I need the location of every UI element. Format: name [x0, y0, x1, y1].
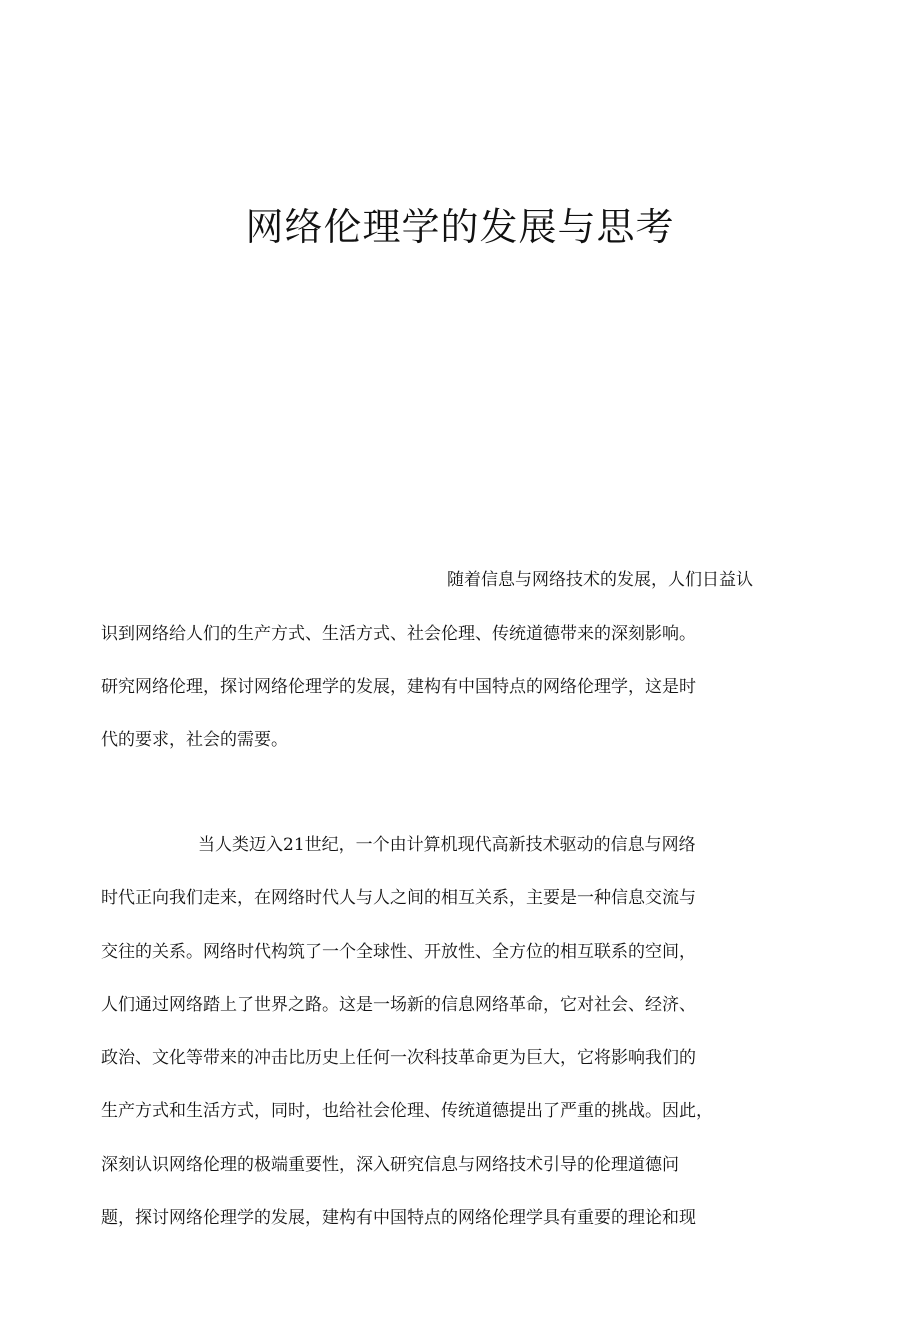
paragraph-line: 交往的关系。网络时代构筑了一个全球性、开放性、全方位的相互联系的空间， — [101, 942, 696, 962]
paragraph-line: 时代正向我们走来，在网络时代人与人之间的相互关系，主要是一种信息交流与 — [101, 888, 696, 908]
paragraph-line: 代的要求，社会的需要。 — [101, 730, 288, 750]
paragraph-line: 人们通过网络踏上了世界之路。这是一场新的信息网络革命，它对社会、经济、 — [101, 995, 696, 1015]
paragraph-line: 生产方式和生活方式，同时，也给社会伦理、传统道德提出了严重的挑战。因此， — [101, 1101, 713, 1121]
paragraph-line: 深刻认识网络伦理的极端重要性，深入研究信息与网络技术引导的伦理道德问 — [101, 1155, 679, 1175]
paragraph-line: 研究网络伦理，探讨网络伦理学的发展，建构有中国特点的网络伦理学，这是时 — [101, 677, 696, 697]
paragraph-line: 政治、文化等带来的冲击比历史上任何一次科技革命更为巨大，它将影响我们的 — [101, 1048, 696, 1068]
paragraph-line: 识到网络给人们的生产方式、生活方式、社会伦理、传统道德带来的深刻影响。 — [101, 624, 696, 644]
document-title: 网络伦理学的发展与思考 — [245, 205, 675, 249]
paragraph-line: 当人类迈入21世纪，一个由计算机现代高新技术驱动的信息与网络 — [198, 835, 696, 855]
paragraph-line: 随着信息与网络技术的发展，人们日益认 — [447, 570, 753, 590]
paragraph-line: 题，探讨网络伦理学的发展，建构有中国特点的网络伦理学具有重要的理论和现 — [101, 1208, 696, 1228]
